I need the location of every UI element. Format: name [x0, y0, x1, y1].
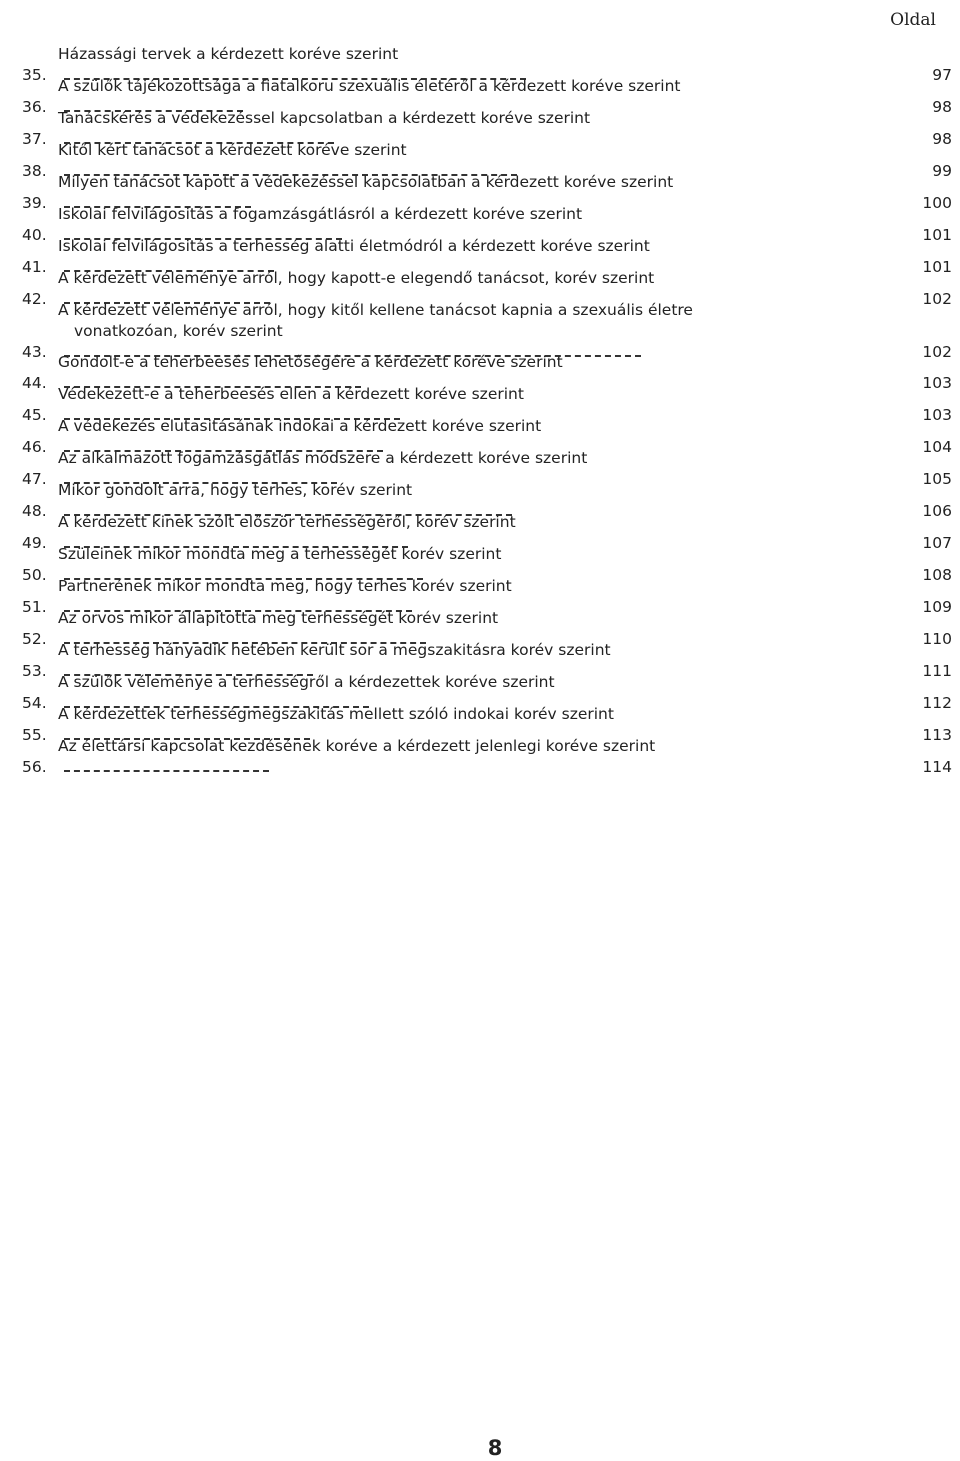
toc-entry-page: 111 — [922, 662, 952, 680]
toc-entry-page: 101 — [922, 226, 952, 244]
toc-entry-number: 51. — [22, 598, 47, 616]
toc-entry-title: Kitől kért tanácsot a kérdezett koréve szerint — [58, 141, 407, 159]
toc-entry-title: Gondolt-e a teherbeesés lehetőségére a kérdezett koréve szerint — [58, 353, 563, 371]
toc-entry-number: 42. — [22, 290, 47, 308]
toc-entry-title: Mikor gondolt arra, hogy terhes, korév szerint — [58, 481, 413, 499]
toc-entry-title: A védekezés elutasitásának indokai a kérdezett koréve szerint — [58, 417, 542, 435]
toc-entry-page: 102 — [922, 290, 952, 308]
toc-entry-page: 105 — [922, 470, 952, 488]
toc-entry-title: Védekezett-e a teherbeesés ellen a kérdezett koréve szerint — [58, 385, 524, 403]
toc-entry-title: Partnerének mikor mondta meg, hogy terhes korév szerint — [58, 577, 512, 595]
toc-entry-number: 38. — [22, 162, 47, 180]
toc-entry-number: 56. — [22, 758, 47, 776]
toc-entry-number: 52. — [22, 630, 47, 648]
toc-entry-title: Az élettársi kapcsolat kezdésének koréve a kérdezett jelenlegi koréve szerint — [58, 737, 656, 755]
toc-entry-title: A kérdezett véleménye arról, hogy kitől kellene tanácsot kapnia a szexuális életre — [58, 301, 693, 319]
toc-entry-page: 101 — [922, 258, 952, 276]
toc-entry-title: Szüleinek mikor mondta meg a terhességét korév szerint — [58, 545, 502, 563]
toc-entry-number: 48. — [22, 502, 47, 520]
toc-entry-page: 98 — [932, 98, 952, 116]
toc-entry-page: 102 — [922, 343, 952, 361]
toc-entry-title: A kérdezettek terhességmegszakitás mellett szóló indokai korév szerint — [58, 705, 614, 723]
toc-entry-page: 109 — [922, 598, 952, 616]
toc-entry-page: 99 — [932, 162, 952, 180]
toc-entry-title: A kérdezett kinek szólt először terhességéről, korév szerint — [58, 513, 516, 531]
toc-entry-number: 39. — [22, 194, 47, 212]
toc-entry-number: 45. — [22, 406, 47, 424]
toc-entry-number: 44. — [22, 374, 47, 392]
toc-entry-number: 40. — [22, 226, 47, 244]
toc-entry-number: 50. — [22, 566, 47, 584]
toc-entry-page: 104 — [922, 438, 952, 456]
toc-entry-title: A terhesség hányadik hetében került sor a megszakitásra korév szerint — [58, 641, 611, 659]
page-number: 8 — [487, 1436, 503, 1460]
toc-entry-text — [58, 736, 848, 778]
toc-entry-number: 47. — [22, 470, 47, 488]
toc-entry-number: 46. — [22, 438, 47, 456]
toc-entry-number: 49. — [22, 534, 47, 552]
toc-entry-number: 55. — [22, 726, 47, 744]
toc-entry-title: Tanácskérés a védekezéssel kapcsolatban a kérdezett koréve szerint — [58, 109, 591, 127]
toc-entry-page: 112 — [922, 694, 952, 712]
toc-entry-number: 54. — [22, 694, 47, 712]
toc-entry — [22, 736, 952, 778]
page-column-label: Oldal — [890, 10, 936, 30]
toc-entry-title: Iskolai felvilágositás a terhesség alatti életmódról a kérdezett koréve szerint — [58, 237, 650, 255]
toc-entry-number: 36. — [22, 98, 47, 116]
toc-entry-page: 98 — [932, 130, 952, 148]
toc-entry-number: 35. — [22, 66, 47, 84]
toc-entry-page: 103 — [922, 406, 952, 424]
toc-entry-page: 106 — [922, 502, 952, 520]
toc-entry-page: 110 — [922, 630, 952, 648]
toc-entry-page: 114 — [922, 758, 952, 776]
toc-entry-page: 103 — [922, 374, 952, 392]
toc-entry-page: 97 — [932, 66, 952, 84]
toc-entry-page: 108 — [922, 566, 952, 584]
leader-dashes — [64, 769, 269, 772]
toc-entry-page: 113 — [922, 726, 952, 744]
toc-entry-number: 53. — [22, 662, 47, 680]
toc-entry-title: Milyen tanácsot kapott a védekezéssel kapcsolatban a kérdezett koréve szerint — [58, 173, 674, 191]
toc-entry-title: A szülők tájékozottsága a fiatalkoru szexuális életéről a kérdezett koréve szerint — [58, 77, 681, 95]
toc-entry-title: Az alkalmazott fogamzásgátlás módszere a kérdezett koréve szerint — [58, 449, 588, 467]
toc-entry-title: A kérdezett véleménye arról, hogy kapott-e elegendő tanácsot, korév szerint — [58, 269, 655, 287]
toc-entry-number: 37. — [22, 130, 47, 148]
toc-entry-title: Házassági tervek a kérdezett koréve szerint — [58, 45, 399, 63]
toc-entry-number: 43. — [22, 343, 47, 361]
toc-entry-title-continued: vonatkozóan, korév szerint — [74, 322, 283, 340]
toc-entry-title: Az orvos mikor állapitotta meg terhességét korév szerint — [58, 609, 499, 627]
toc-entry-title: Iskolai felvilágositás a fogamzásgátlásról a kérdezett koréve szerint — [58, 205, 583, 223]
toc-entry-title: A szülők véleménye a terhességről a kérdezettek koréve szerint — [58, 673, 555, 691]
toc-entry-number: 41. — [22, 258, 47, 276]
toc-entry-page: 107 — [922, 534, 952, 552]
toc-entry-page: 100 — [922, 194, 952, 212]
